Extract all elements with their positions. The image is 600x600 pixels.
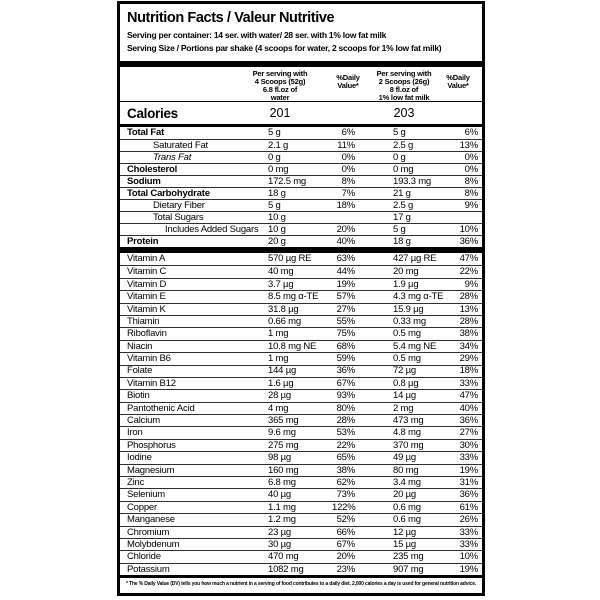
water-daily-value: 67% [336, 539, 355, 550]
water-amount: 3.7 µg [268, 279, 294, 290]
water-daily-value: 22% [336, 440, 355, 451]
milk-amount: 0.6 mg [393, 515, 421, 525]
water-daily-value: 65% [336, 453, 355, 463]
water-amount: 365 mg [268, 416, 299, 426]
header-line: 6.8 fl.oz of [262, 85, 298, 94]
water-daily-value: 68% [336, 341, 355, 352]
milk-amount: 14 µg [393, 391, 416, 401]
water-daily-value: 57% [336, 292, 355, 302]
nutrient-row [120, 327, 482, 339]
water-daily-value: 122% [332, 502, 356, 513]
nutrition-facts-label [117, 1, 485, 596]
milk-amount: 5 g [393, 128, 406, 138]
water-amount: 160 mg [268, 465, 299, 476]
nutrient-row [120, 526, 482, 538]
header-line: 8 fl.oz of [389, 85, 419, 94]
header-line: Per serving with [252, 69, 308, 78]
nutrient-name: Vitamin A [127, 254, 166, 264]
nutrient-row [120, 476, 482, 488]
water-amount: 10.8 mg NE [268, 341, 317, 352]
milk-amount: 1.9 µg [393, 279, 419, 290]
nutrient-name: Potassium [127, 564, 170, 575]
nutrient-row [120, 278, 482, 290]
milk-daily-value: 8% [464, 188, 478, 199]
water-amount: 98 µg [268, 453, 291, 463]
nutrient-row [120, 538, 482, 550]
water-amount: 28 µg [268, 391, 291, 401]
milk-daily-value: 10% [459, 224, 478, 235]
water-daily-value: 52% [336, 515, 355, 525]
nutrient-name: Vitamin D [127, 279, 167, 290]
water-amount: 172.5 mg [268, 176, 307, 187]
water-daily-value: 28% [336, 416, 355, 426]
milk-amount: 21 g [393, 188, 411, 199]
nutrient-row [120, 340, 482, 352]
nutrient-row [120, 501, 482, 513]
milk-amount: 0 mg [393, 164, 414, 175]
milk-daily-value: 19% [459, 564, 478, 575]
nutrient-row [120, 550, 482, 562]
nutrient-row [120, 265, 482, 277]
nutrient-name: Cholesterol [127, 164, 178, 175]
water-amount: 10 g [268, 212, 286, 223]
milk-daily-value: 28% [459, 292, 478, 302]
nutrient-row [120, 199, 482, 211]
nutrient-name: Folate [127, 366, 153, 376]
water-daily-value: 20% [336, 224, 355, 235]
milk-amount: 0.5 mg [393, 354, 421, 364]
nutrient-name: Niacin [127, 341, 153, 352]
nutrient-name: Calcium [127, 416, 160, 426]
milk-amount: 12 µg [393, 527, 416, 538]
nutrient-name: Total Carbohydrate [127, 188, 210, 199]
milk-amount: 0.8 µg [393, 378, 419, 389]
macronutrient-table [120, 127, 482, 247]
water-amount: 5 g [268, 128, 281, 138]
water-daily-value: 7% [341, 188, 355, 199]
water-amount: 10 g [268, 224, 286, 235]
nutrient-row [120, 235, 482, 247]
nutrient-row [120, 352, 482, 364]
water-daily-value: 63% [336, 254, 355, 264]
water-amount: 275 mg [268, 440, 299, 451]
milk-daily-value: 13% [459, 304, 478, 314]
water-daily-value: 73% [336, 490, 355, 500]
header-line: 2 Scoops (26g) [378, 77, 430, 86]
water-amount: 0 g [268, 152, 281, 163]
nutrient-name: Trans Fat [153, 152, 192, 163]
milk-amount: 4.8 mg [393, 428, 421, 438]
nutrient-name: Total Sugars [153, 212, 204, 223]
daily-value-footnote: * The % Daily Value (DV) tells you how much a nutrient in a serving of food contributes to a daily diet. 2,000 calories a day is used for general nutrition advice. [126, 581, 477, 588]
header-line: 1% low fat milk [378, 93, 430, 102]
milk-amount: 80 mg [393, 465, 419, 476]
milk-daily-value: 19% [459, 465, 478, 476]
nutrient-name: Chromium [127, 527, 170, 538]
water-daily-value: 66% [336, 527, 355, 538]
nutrient-name: Vitamin K [127, 304, 166, 314]
calories-water-value: 201 [269, 106, 291, 120]
nutrient-name: Selenium [127, 490, 166, 500]
water-amount: 2.1 g [268, 140, 289, 151]
milk-amount: 49 µg [393, 453, 416, 463]
water-daily-value: 67% [336, 378, 355, 389]
nutrient-name: Total Fat [127, 128, 165, 138]
water-daily-value: 8% [341, 176, 355, 187]
column-header-dv-milk [442, 70, 482, 90]
milk-daily-value: 8% [464, 176, 478, 187]
nutrient-row [120, 414, 482, 426]
milk-amount: 193.3 mg [393, 176, 432, 187]
nutrient-row [120, 139, 482, 151]
nutrient-row [120, 464, 482, 476]
water-amount: 6.8 mg [268, 477, 296, 488]
nutrient-row [120, 187, 482, 199]
nutrient-name: Pantothenic Acid [127, 403, 195, 414]
nutrient-name: Magnesium [127, 465, 175, 476]
nutrient-name: Biotin [127, 391, 150, 401]
milk-daily-value: 27% [459, 428, 478, 438]
nutrient-row [120, 127, 482, 139]
water-amount: 0.66 mg [268, 316, 301, 327]
milk-daily-value: 61% [459, 502, 478, 513]
vitamin-mineral-table [120, 253, 482, 575]
water-daily-value: 59% [336, 354, 355, 364]
milk-amount: 0.5 mg [393, 329, 421, 339]
water-daily-value: 75% [336, 329, 355, 339]
milk-daily-value: 40% [459, 403, 478, 414]
milk-daily-value: 33% [459, 527, 478, 538]
milk-daily-value: 30% [459, 440, 478, 451]
calories-label: Calories [127, 105, 178, 121]
milk-daily-value: 36% [459, 490, 478, 500]
nutrient-row [120, 290, 482, 302]
water-daily-value: 27% [336, 304, 355, 314]
water-amount: 40 mg [268, 267, 294, 277]
nutrient-name: Protein [127, 236, 159, 247]
water-daily-value: 19% [336, 279, 355, 290]
water-amount: 1.6 µg [268, 378, 294, 389]
milk-amount: 907 mg [393, 564, 424, 575]
nutrient-row [120, 211, 482, 223]
water-daily-value: 0% [341, 164, 355, 175]
nutrient-name: Iodine [127, 453, 152, 463]
nutrient-row [120, 488, 482, 500]
milk-daily-value: 9% [464, 279, 478, 290]
milk-amount: 18 g [393, 236, 411, 247]
water-amount: 30 µg [268, 539, 291, 550]
water-amount: 570 µg RE [268, 254, 312, 264]
milk-amount: 0.33 mg [393, 316, 426, 327]
header-line: 4 Scoops (52g) [254, 77, 306, 86]
nutrient-name: Vitamin C [127, 267, 167, 277]
milk-amount: 5.4 mg NE [393, 341, 437, 352]
milk-daily-value: 29% [459, 354, 478, 364]
nutrient-row [120, 377, 482, 389]
water-amount: 40 µg [268, 490, 291, 500]
header-line: Value* [447, 81, 469, 90]
water-daily-value: 40% [336, 236, 355, 247]
milk-amount: 235 mg [393, 552, 424, 562]
milk-daily-value: 9% [464, 200, 478, 211]
nutrient-row [120, 439, 482, 451]
water-amount: 5 g [268, 200, 281, 211]
milk-daily-value: 47% [459, 254, 478, 264]
milk-amount: 15.9 µg [393, 304, 424, 314]
nutrient-row [120, 315, 482, 327]
nutrient-name: Chloride [127, 552, 161, 562]
water-daily-value: 62% [336, 477, 355, 488]
nutrient-row [120, 389, 482, 401]
milk-amount: 3.4 mg [393, 477, 421, 488]
water-amount: 1 mg [268, 354, 289, 364]
water-amount: 1.1 mg [268, 502, 296, 513]
nutrient-name: Dietary Fiber [153, 200, 205, 211]
header-line: Value* [337, 81, 359, 90]
nutrient-row [120, 163, 482, 175]
milk-daily-value: 13% [459, 140, 478, 151]
water-amount: 1.2 mg [268, 515, 296, 525]
milk-daily-value: 34% [459, 341, 478, 352]
water-amount: 31.8 µg [268, 304, 299, 314]
water-amount: 4 mg [268, 403, 289, 414]
water-daily-value: 6% [341, 128, 355, 138]
milk-amount: 20 mg [393, 267, 419, 277]
water-amount: 20 g [268, 236, 286, 247]
water-daily-value: 18% [336, 200, 355, 211]
nutrient-name: Thiamin [127, 316, 160, 327]
calories-row [120, 102, 482, 124]
header-line: %Daily [446, 73, 470, 82]
milk-daily-value: 36% [459, 416, 478, 426]
nutrient-name: Vitamin B6 [127, 354, 171, 364]
column-header-milk [366, 70, 442, 102]
water-daily-value: 11% [337, 140, 355, 151]
water-daily-value: 20% [336, 552, 355, 562]
serving-per-container: Serving per container: 14 ser. with water/ 28 ser. with 1% low fat milk [127, 30, 387, 40]
water-amount: 8.5 mg α-TE [268, 292, 319, 302]
nutrient-name: Copper [127, 502, 157, 513]
milk-daily-value: 31% [459, 477, 478, 488]
milk-amount: 4.3 mg α-TE [393, 292, 444, 302]
milk-daily-value: 38% [459, 329, 478, 339]
nutrient-row [120, 426, 482, 438]
nutrient-row [120, 175, 482, 187]
milk-daily-value: 36% [459, 236, 478, 247]
nutrient-name: Molybdenum [127, 539, 180, 550]
water-amount: 144 µg [268, 366, 297, 376]
calories-milk-value: 203 [393, 106, 415, 120]
milk-amount: 370 mg [393, 440, 424, 451]
water-amount: 0 mg [268, 164, 289, 175]
milk-daily-value: 0% [464, 164, 478, 175]
header-line: %Daily [336, 73, 360, 82]
nutrient-row [120, 365, 482, 377]
nutrient-row [120, 451, 482, 463]
serving-size: Serving Size / Portions par shake (4 scoops for water, 2 scoops for 1% low fat milk) [127, 43, 442, 53]
label-title: Nutrition Facts / Valeur Nutritive [127, 10, 335, 26]
milk-daily-value: 26% [459, 515, 478, 525]
water-amount: 18 g [268, 188, 286, 199]
milk-amount: 0 g [393, 152, 406, 163]
nutrient-name: Zinc [127, 477, 145, 488]
header-line: water [270, 93, 290, 102]
milk-amount: 17 g [393, 212, 411, 223]
nutrient-row [120, 253, 482, 265]
milk-daily-value: 33% [459, 453, 478, 463]
water-daily-value: 53% [336, 428, 355, 438]
nutrient-row [120, 303, 482, 315]
header-line: Per serving with [376, 69, 432, 78]
column-headers [120, 67, 482, 102]
milk-daily-value: 6% [464, 128, 478, 138]
nutrient-row [120, 513, 482, 525]
label-header [120, 4, 482, 61]
column-header-water [230, 70, 330, 102]
nutrient-name: Riboflavin [127, 329, 167, 339]
milk-daily-value: 33% [459, 539, 478, 550]
milk-amount: 2.5 g [393, 200, 414, 211]
nutrient-name: Iron [127, 428, 143, 438]
water-amount: 1 mg [268, 329, 289, 339]
water-daily-value: 0% [341, 152, 355, 163]
water-daily-value: 44% [336, 267, 355, 277]
milk-daily-value: 33% [459, 378, 478, 389]
water-daily-value: 55% [336, 316, 355, 327]
nutrient-name: Includes Added Sugars [165, 224, 259, 235]
milk-amount: 15 µg [393, 539, 416, 550]
milk-amount: 20 µg [393, 490, 416, 500]
water-amount: 470 mg [268, 552, 299, 562]
milk-daily-value: 28% [459, 316, 478, 327]
milk-daily-value: 18% [459, 366, 478, 376]
milk-amount: 473 mg [393, 416, 424, 426]
nutrient-name: Saturated Fat [153, 140, 208, 151]
water-daily-value: 80% [336, 403, 355, 414]
milk-amount: 72 µg [393, 366, 416, 376]
water-daily-value: 36% [336, 366, 355, 376]
milk-daily-value: 10% [459, 552, 478, 562]
milk-daily-value: 47% [459, 391, 478, 401]
nutrient-name: Phosphorus [127, 440, 176, 451]
water-amount: 9.6 mg [268, 428, 296, 438]
milk-amount: 2 mg [393, 403, 414, 414]
nutrient-name: Sodium [127, 176, 161, 187]
milk-daily-value: 22% [459, 267, 478, 277]
milk-amount: 5 g [393, 224, 406, 235]
nutrient-row [120, 563, 482, 575]
water-amount: 1082 mg [268, 564, 304, 575]
nutrient-name: Manganese [127, 515, 175, 525]
nutrient-name: Vitamin B12 [127, 378, 176, 389]
water-amount: 23 µg [268, 527, 291, 538]
nutrient-row [120, 402, 482, 414]
milk-amount: 427 µg RE [393, 254, 437, 264]
nutrient-row [120, 223, 482, 235]
water-daily-value: 38% [336, 465, 355, 476]
nutrient-name: Vitamin E [127, 292, 166, 302]
milk-daily-value: 0% [464, 152, 478, 163]
water-daily-value: 23% [336, 564, 355, 575]
column-header-dv-water [330, 70, 366, 90]
water-daily-value: 93% [336, 391, 355, 401]
nutrient-row [120, 151, 482, 163]
milk-amount: 2.5 g [393, 140, 414, 151]
milk-amount: 0.6 mg [393, 502, 421, 513]
